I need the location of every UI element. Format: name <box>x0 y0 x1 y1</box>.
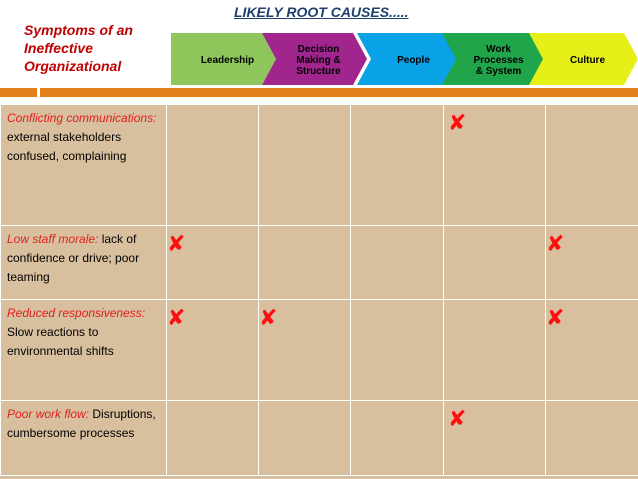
x-mark-icon: ✘ <box>167 306 186 331</box>
symptom-grid <box>0 104 638 479</box>
cause-cell <box>259 226 351 300</box>
cause-label-line: Making & <box>296 55 341 66</box>
cause-label-line: & System <box>475 66 522 77</box>
symptom-text <box>1 300 166 361</box>
cause-label-line: Processes <box>473 55 524 66</box>
symptom-text <box>1 105 166 166</box>
cause-cell <box>351 226 444 300</box>
symptom-row <box>1 300 638 401</box>
x-mark-icon: ✘ <box>448 111 467 136</box>
cause-cell <box>546 226 638 300</box>
cause-cell <box>444 105 546 226</box>
cause-label-line: Decision <box>297 44 340 55</box>
x-mark-icon: ✘ <box>167 232 186 257</box>
cause-label <box>296 44 341 77</box>
cause-cell <box>546 105 638 226</box>
symptom-description: external stakeholders confused, complaining <box>7 130 127 163</box>
symptom-cell <box>1 300 167 401</box>
orange-bar-left <box>0 88 37 97</box>
cause-label-line: Work <box>486 44 511 55</box>
cause-label-line: Structure <box>296 66 341 77</box>
symptom-description: lack of confidence or drive; poor teaming <box>7 232 140 284</box>
symptoms-title-line: Symptoms of an <box>24 22 133 38</box>
cause-cell <box>167 300 259 401</box>
cause-cell <box>167 105 259 226</box>
symptoms-title <box>24 21 164 75</box>
symptom-text <box>1 226 166 287</box>
cause-label-line: Leadership <box>200 55 255 66</box>
cause-chevron <box>171 33 276 85</box>
symptom-description: Disruptions, cumbersome processes <box>7 407 156 440</box>
cause-cell <box>259 105 351 226</box>
root-cause-chevrons <box>171 33 638 85</box>
cause-cell <box>167 226 259 300</box>
symptom-cell <box>1 105 167 226</box>
symptom-row <box>1 226 638 300</box>
x-mark-icon: ✘ <box>259 306 278 331</box>
orange-bar <box>40 88 638 97</box>
cause-label <box>397 55 430 66</box>
x-mark-icon: ✘ <box>546 306 565 331</box>
symptom-table <box>0 104 638 476</box>
cause-label-line: Culture <box>570 55 605 66</box>
symptom-cell <box>1 401 167 476</box>
cause-label-line: People <box>397 55 430 66</box>
symptom-text <box>1 401 166 443</box>
cause-chevron <box>262 33 367 85</box>
x-mark-icon: ✘ <box>546 232 565 257</box>
symptom-cell <box>1 226 167 300</box>
symptom-name: Low staff morale: <box>7 232 99 246</box>
cause-cell <box>167 401 259 476</box>
symptom-name: Reduced responsiveness: <box>7 306 146 320</box>
cause-cell <box>444 300 546 401</box>
cause-cell <box>546 300 638 401</box>
symptom-name: Poor work flow: <box>7 407 90 421</box>
cause-cell <box>444 226 546 300</box>
cause-label <box>201 55 254 66</box>
cause-label <box>570 55 605 66</box>
cause-cell <box>351 300 444 401</box>
symptom-description: Slow reactions to environmental shifts <box>7 325 114 358</box>
cause-chevron <box>529 33 638 85</box>
x-mark-icon: ✘ <box>448 407 467 432</box>
likely-root-causes-title: LIKELY ROOT CAUSES..... <box>234 4 409 20</box>
symptom-name: Conflicting communications: <box>7 111 157 125</box>
symptom-row <box>1 401 638 476</box>
cause-cell <box>351 105 444 226</box>
symptom-row <box>1 105 638 226</box>
cause-cell <box>444 401 546 476</box>
cause-cell <box>259 401 351 476</box>
symptoms-title-line: Organizational <box>24 58 122 74</box>
symptoms-title-line: Ineffective <box>24 40 93 56</box>
cause-cell <box>546 401 638 476</box>
cause-cell <box>259 300 351 401</box>
cause-cell <box>351 401 444 476</box>
cause-chevron <box>442 33 547 85</box>
